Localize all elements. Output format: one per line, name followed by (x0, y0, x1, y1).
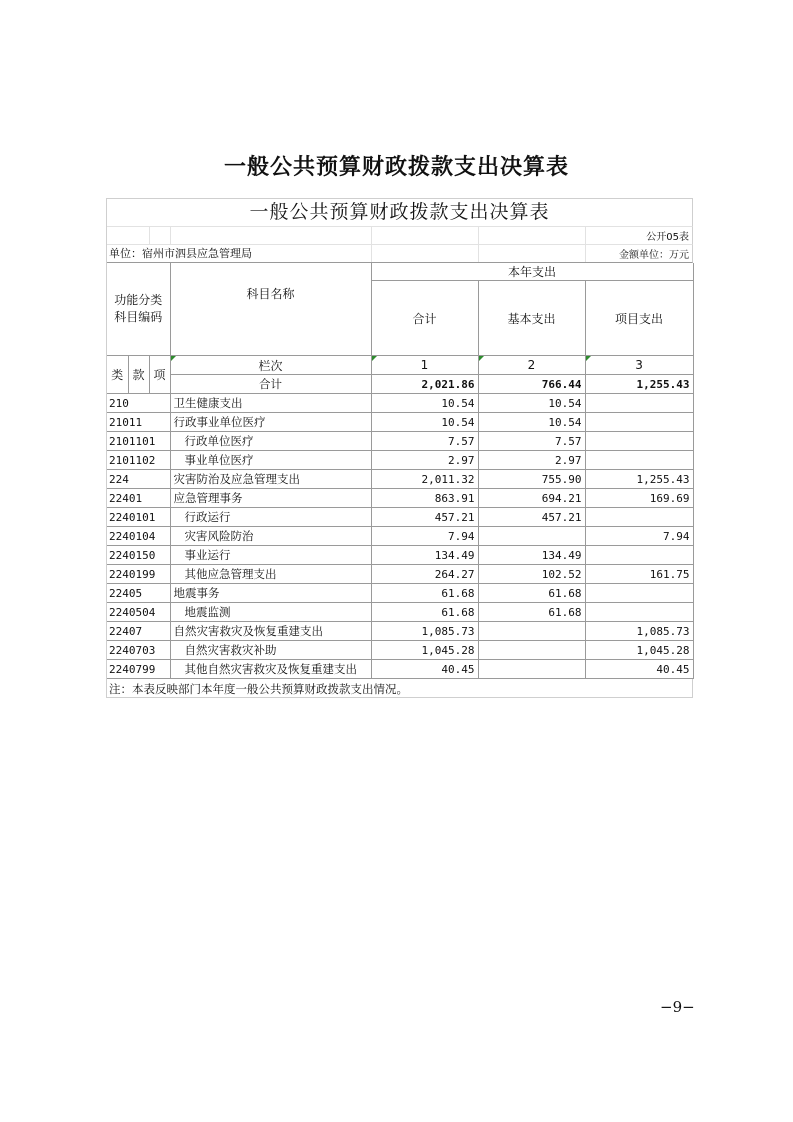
row-total: 2,011.32 (371, 470, 478, 489)
row-subject-name: 事业运行 (170, 546, 371, 565)
row-total: 863.91 (371, 489, 478, 508)
table-row (107, 603, 693, 622)
total-basic: 766.44 (478, 375, 585, 394)
row-code: 2240104 (107, 527, 170, 546)
row-subject-name: 卫生健康支出 (170, 394, 371, 413)
row-subject-name: 灾害风险防治 (170, 527, 371, 546)
row-project (585, 508, 693, 527)
row-subject-name: 行政单位医疗 (170, 432, 371, 451)
row-code: 2240504 (107, 603, 170, 622)
row-project: 7.94 (585, 527, 693, 546)
row-project (585, 584, 693, 603)
header-lei: 类 (107, 356, 128, 394)
row-subject-name: 行政事业单位医疗 (170, 413, 371, 432)
header-project: 项目支出 (585, 281, 693, 356)
header-basic: 基本支出 (478, 281, 585, 356)
row-basic: 10.54 (478, 394, 585, 413)
total-project: 1,255.43 (585, 375, 693, 394)
header-col2: 2 (478, 356, 585, 375)
row-project (585, 546, 693, 565)
row-total: 264.27 (371, 565, 478, 584)
row-code: 22405 (107, 584, 170, 603)
row-subject-name: 地震事务 (170, 584, 371, 603)
row-total: 61.68 (371, 584, 478, 603)
row-code: 210 (107, 394, 170, 413)
row-basic (478, 641, 585, 660)
form-id-row (107, 227, 693, 245)
row-total: 457.21 (371, 508, 478, 527)
table-title: 一般公共预算财政拨款支出决算表 (107, 199, 693, 227)
row-code: 2240150 (107, 546, 170, 565)
row-total: 61.68 (371, 603, 478, 622)
unit-label: 单位：宿州市泗县应急管理局 (109, 247, 252, 260)
total-row (107, 375, 693, 394)
row-code: 21011 (107, 413, 170, 432)
header-year-expense: 本年支出 (371, 263, 693, 281)
row-total: 1,085.73 (371, 622, 478, 641)
row-project: 40.45 (585, 660, 693, 679)
row-basic: 10.54 (478, 413, 585, 432)
table-row (107, 660, 693, 679)
row-basic: 694.21 (478, 489, 585, 508)
table-row (107, 565, 693, 584)
row-project: 1,085.73 (585, 622, 693, 641)
header-xiang: 项 (149, 356, 170, 394)
row-project (585, 603, 693, 622)
note-row (107, 679, 693, 698)
table-row (107, 470, 693, 489)
row-code: 2101101 (107, 432, 170, 451)
table-row (107, 622, 693, 641)
row-subject-name: 灾害防治及应急管理支出 (170, 470, 371, 489)
row-basic (478, 622, 585, 641)
row-code: 2101102 (107, 451, 170, 470)
row-code: 2240101 (107, 508, 170, 527)
table-row (107, 584, 693, 603)
row-code: 22407 (107, 622, 170, 641)
row-subject-name: 自然灾害救灾及恢复重建支出 (170, 622, 371, 641)
expense-table (107, 263, 694, 679)
row-basic (478, 660, 585, 679)
row-total: 10.54 (371, 394, 478, 413)
row-basic: 102.52 (478, 565, 585, 584)
row-subject-name: 事业单位医疗 (170, 451, 371, 470)
amount-unit: 金额单位：万元 (619, 250, 689, 261)
row-project (585, 451, 693, 470)
table-row (107, 394, 693, 413)
table-row (107, 641, 693, 660)
header-subject-name: 科目名称 (170, 263, 371, 356)
row-subject-name: 其他应急管理支出 (170, 565, 371, 584)
table-row (107, 546, 693, 565)
table-note: 注：本表反映部门本年度一般公共预算财政拨款支出情况。 (109, 682, 408, 696)
form-id: 公开05表 (646, 232, 689, 243)
row-basic: 7.57 (478, 432, 585, 451)
row-subject-name: 行政运行 (170, 508, 371, 527)
header-row-3 (107, 356, 693, 375)
total-label: 合计 (170, 375, 371, 394)
table-row (107, 451, 693, 470)
table-row (107, 432, 693, 451)
row-code: 22401 (107, 489, 170, 508)
table-row (107, 508, 693, 527)
row-code: 2240703 (107, 641, 170, 660)
header-row-1 (107, 263, 693, 281)
header-col3: 3 (585, 356, 693, 375)
row-basic: 61.68 (478, 603, 585, 622)
row-total: 1,045.28 (371, 641, 478, 660)
page-title: 一般公共预算财政拨款支出决算表 (223, 155, 569, 180)
table-row (107, 527, 693, 546)
row-code: 224 (107, 470, 170, 489)
row-project: 161.75 (585, 565, 693, 584)
header-total: 合计 (371, 281, 478, 356)
expense-table-sheet (106, 198, 693, 698)
row-basic: 134.49 (478, 546, 585, 565)
row-total: 7.57 (371, 432, 478, 451)
row-code: 2240199 (107, 565, 170, 584)
header-kuan: 款 (128, 356, 149, 394)
row-subject-name: 应急管理事务 (170, 489, 371, 508)
row-basic: 61.68 (478, 584, 585, 603)
row-code: 2240799 (107, 660, 170, 679)
row-basic: 755.90 (478, 470, 585, 489)
row-subject-name: 地震监测 (170, 603, 371, 622)
header-column-label: 栏次 (170, 356, 371, 375)
row-basic: 2.97 (478, 451, 585, 470)
row-project (585, 394, 693, 413)
header-col1: 1 (371, 356, 478, 375)
row-project (585, 413, 693, 432)
table-row (107, 489, 693, 508)
header-code-group: 功能分类科目编码 (107, 263, 170, 356)
row-project: 169.69 (585, 489, 693, 508)
row-total: 134.49 (371, 546, 478, 565)
row-total: 40.45 (371, 660, 478, 679)
row-project: 1,045.28 (585, 641, 693, 660)
row-total: 10.54 (371, 413, 478, 432)
page-number: −9− (660, 998, 695, 1016)
row-project: 1,255.43 (585, 470, 693, 489)
row-basic (478, 527, 585, 546)
row-subject-name: 自然灾害救灾补助 (170, 641, 371, 660)
total-amount: 2,021.86 (371, 375, 478, 394)
table-row (107, 413, 693, 432)
row-project (585, 432, 693, 451)
row-basic: 457.21 (478, 508, 585, 527)
unit-row (107, 245, 693, 263)
row-subject-name: 其他自然灾害救灾及恢复重建支出 (170, 660, 371, 679)
row-total: 2.97 (371, 451, 478, 470)
row-total: 7.94 (371, 527, 478, 546)
